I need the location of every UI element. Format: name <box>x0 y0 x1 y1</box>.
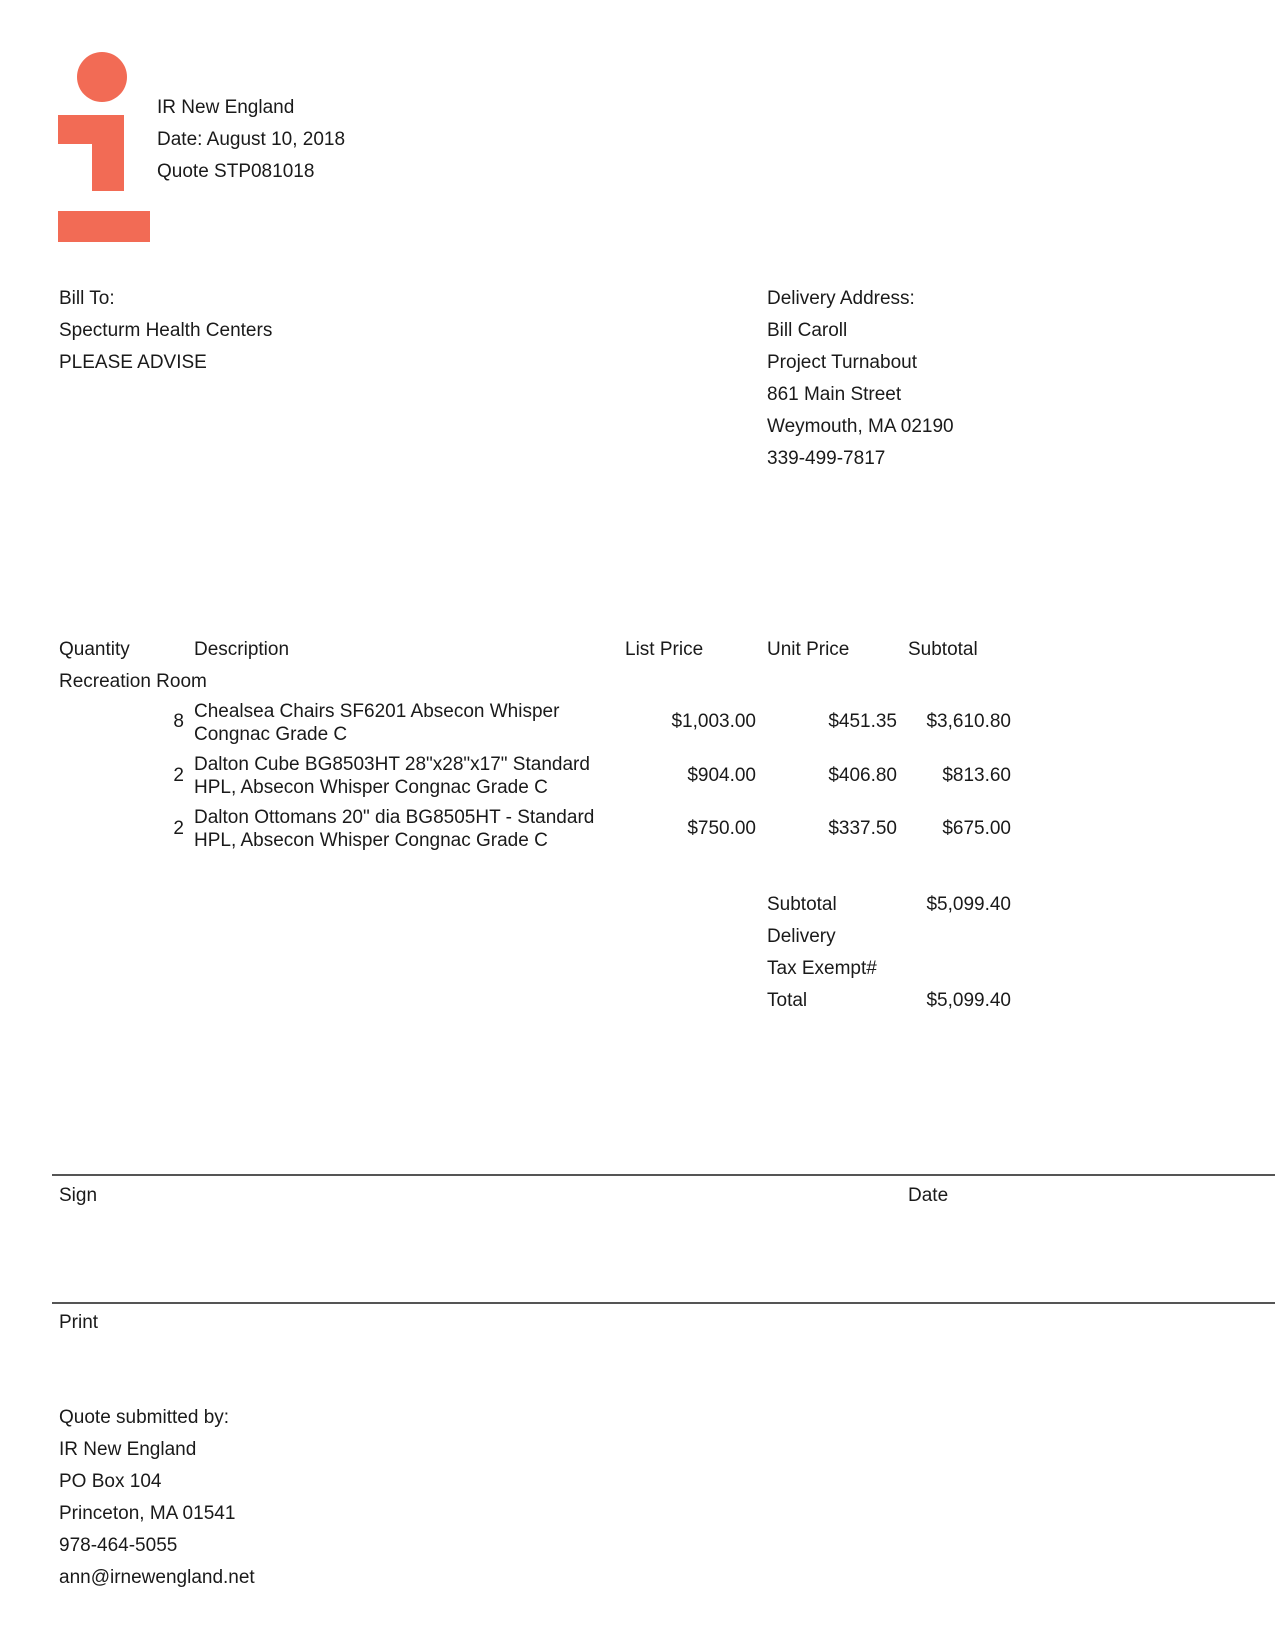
submitted-by-line: IR New England <box>59 1439 197 1460</box>
row-2-qty: 2 <box>173 765 184 786</box>
col-header-list-price: List Price <box>625 639 704 660</box>
row-3-qty: 2 <box>173 818 184 839</box>
row-1-description: Chealsea Chairs SF6201 Absecon Whisper Congnac Grade C <box>194 701 560 745</box>
delivery-address <box>767 283 954 475</box>
quote-date: Date: August 10, 2018 <box>157 129 346 150</box>
col-header-description: Description <box>194 639 290 660</box>
delivery-line: Weymouth, MA 02190 <box>767 416 954 437</box>
row-2-subtotal: $813.60 <box>942 765 1011 786</box>
logo-dot <box>77 52 127 102</box>
row-1-subtotal: $3,610.80 <box>926 711 1011 732</box>
submitted-by-label: Quote submitted by: <box>59 1407 230 1428</box>
row-2-list-price: $904.00 <box>687 765 756 786</box>
row-2-description: Dalton Cube BG8503HT 28"x28"x17" Standard HPL, Absecon Whisper Congnac Grade C <box>194 754 590 798</box>
row-3-description: Dalton Ottomans 20" dia BG8505HT - Standard HPL, Absecon Whisper Congnac Grade C <box>194 807 595 851</box>
submitted-by <box>59 1402 255 1594</box>
totals-subtotal-value: $5,099.40 <box>926 894 1011 915</box>
row-3-list-price: $750.00 <box>687 818 756 839</box>
delivery-line: 861 Main Street <box>767 384 902 405</box>
logo-base <box>58 211 150 242</box>
row-1-unit-price: $451.35 <box>828 711 897 732</box>
bill-to-label: Bill To: <box>59 288 115 309</box>
col-header-unit-price: Unit Price <box>767 639 850 660</box>
sign-label: Sign <box>59 1185 98 1206</box>
totals-tax-label: Tax Exempt# <box>767 958 877 979</box>
print-label: Print <box>59 1312 99 1333</box>
row-1-qty: 8 <box>173 711 184 732</box>
quote-number: Quote STP081018 <box>157 161 315 182</box>
row-1-list-price: $1,003.00 <box>671 711 756 732</box>
sign-line <box>52 1174 1275 1176</box>
row-3-subtotal: $675.00 <box>942 818 1011 839</box>
delivery-line: Project Turnabout <box>767 352 917 373</box>
submitted-by-line: PO Box 104 <box>59 1471 162 1492</box>
totals-delivery-label: Delivery <box>767 926 836 947</box>
bill-to-line: PLEASE ADVISE <box>59 352 207 373</box>
delivery-line: Bill Caroll <box>767 320 848 341</box>
logo-stem <box>58 115 124 191</box>
row-3-unit-price: $337.50 <box>828 818 897 839</box>
totals-subtotal-label: Subtotal <box>767 894 837 915</box>
col-header-subtotal: Subtotal <box>908 639 978 660</box>
header <box>157 92 345 188</box>
submitted-by-line: Princeton, MA 01541 <box>59 1503 236 1524</box>
delivery-label: Delivery Address: <box>767 288 915 309</box>
totals-total-label: Total <box>767 990 808 1011</box>
date-label: Date <box>908 1185 949 1206</box>
submitted-by-line: 978-464-5055 <box>59 1535 178 1556</box>
bill-to <box>59 283 272 379</box>
col-header-quantity: Quantity <box>59 639 130 660</box>
delivery-line: 339-499-7817 <box>767 448 886 469</box>
print-line <box>52 1302 1275 1304</box>
company-name: IR New England <box>157 97 295 118</box>
row-2-unit-price: $406.80 <box>828 765 897 786</box>
section-heading: Recreation Room <box>59 671 207 692</box>
bill-to-line: Specturm Health Centers <box>59 320 273 341</box>
submitted-by-email: ann@irnewengland.net <box>59 1567 255 1588</box>
info-i-logo-icon <box>58 52 150 242</box>
totals-total-value: $5,099.40 <box>926 990 1011 1011</box>
